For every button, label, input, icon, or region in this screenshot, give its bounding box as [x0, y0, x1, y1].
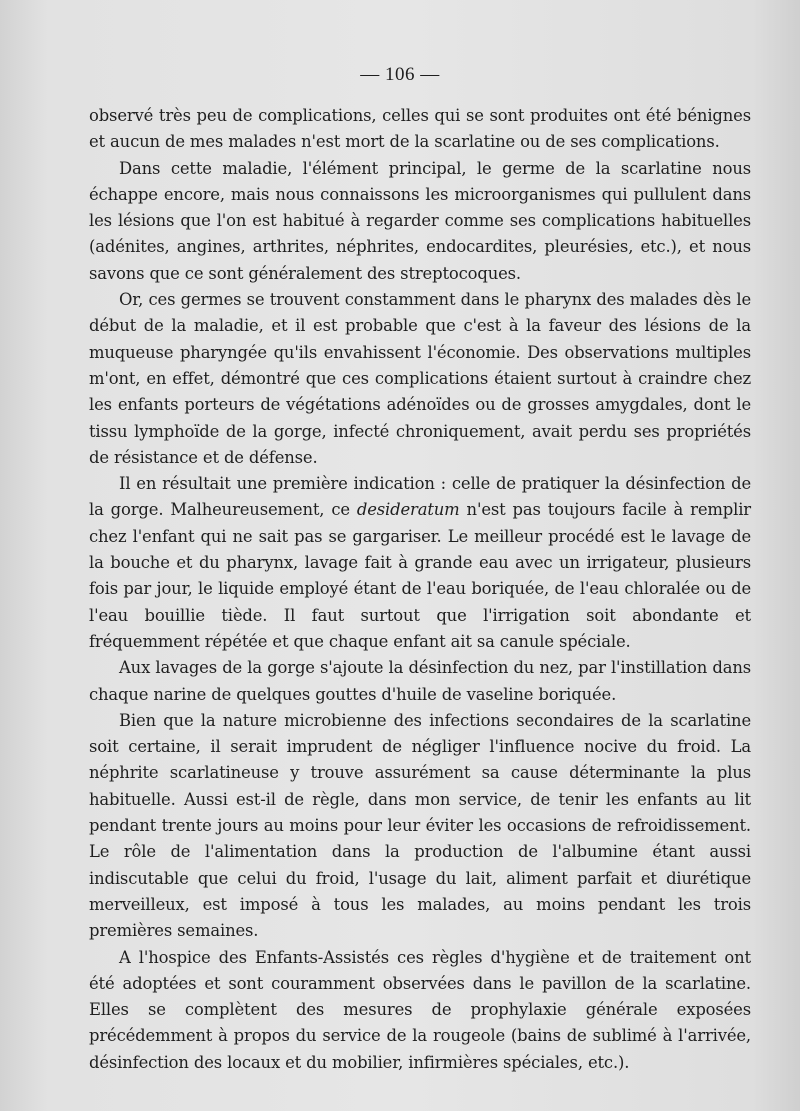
paragraph-2: Dans cette maladie, l'élément principal, le germe de la scarlatine nous échappe encore, mais nous connaissons les microorganismes qui pullulent dans les lésions que l'on est habitué à regarder comme ses complications habituelles (adénites, angines, arthrites, néphrites, endocardites, pleurésies, etc.), et nous savons que ce sont généralement des streptocoques. [89, 158, 751, 283]
paragraph-3: Or, ces germes se trouvent constamment dans le pharynx des malades dès le début de la maladie, et il est probable que c'est à la faveur des lésions de la muqueuse pharyngée qu'ils envahissent l'économie. Des observations multiples m'ont, en effet, démontré que ces complications étaient surtout à craindre chez les enfants porteurs de végétations adénoïdes ou de grosses amygdales, dont le tissu lymphoïde de la gorge, infecté chroniquement, avait perdu ses propriétés de résistance et de défense. [89, 290, 751, 467]
paragraph-4-end: n'est pas toujours facile à remplir chez l'enfant qui ne sait pas se gargariser. Le meilleur procédé est le lavage de la bouche et du pharynx, lavage fait à grande eau avec un irrigateur, plusieurs fois par jour, le liquide employé étant de l'eau boriquée, de l'eau chloralée ou de l'eau bouillie tiède. Il faut surtout que l'irrigation soit abondante et fréquemment répétée et que chaque enfant ait sa canule spéciale. [89, 500, 751, 651]
paragraph-6: Bien que la nature microbienne des infections secondaires de la scarlatine soit certaine, il serait imprudent de négliger l'influence nocive du froid. La néphrite scarlatineuse y trouve assurément sa cause déterminante la plus habituelle. Aussi est-il de règle, dans mon service, de tenir les enfants au lit pendant trente jours au moins pour leur éviter les occasions de refroidissement. Le rôle de l'alimentation dans la production de l'albumine étant aussi indiscutable que celui du froid, l'usage du lait, aliment parfait et diurétique merveilleux, est imposé à tous les malades, au moins pendant les trois premières semaines. [89, 710, 751, 941]
paragraph-4 [89, 471, 751, 655]
paragraph-1: observé très peu de complications, celles qui se sont produites ont été bénignes et aucun de mes malades n'est mort de la scarlatine ou de ses complications. [89, 106, 751, 152]
page-number: — 106 — [360, 64, 440, 85]
paragraph-4-start: Il en résultait une première indication : celle de pratiquer la désinfection de la gorge. Malheureusement, ce [89, 474, 751, 520]
desideratum-emphasis: desideratum [356, 500, 460, 520]
body-text [89, 103, 751, 1076]
paragraph-7: A l'hospice des Enfants-Assistés ces règles d'hygiène et de traitement ont été adoptées et sont couramment observées dans le pavillon de la scarlatine. Elles se complètent des mesures de prophylaxie générale exposées précédemment à propos du service de la rougeole (bains de sublimé à l'arrivée, désinfection des locaux et du mobilier, infirmières spéciales, etc.). [89, 947, 751, 1072]
paragraph-5: Aux lavages de la gorge s'ajoute la désinfection du nez, par l'instillation dans chaque narine de quelques gouttes d'huile de vaseline boriquée. [89, 658, 751, 704]
